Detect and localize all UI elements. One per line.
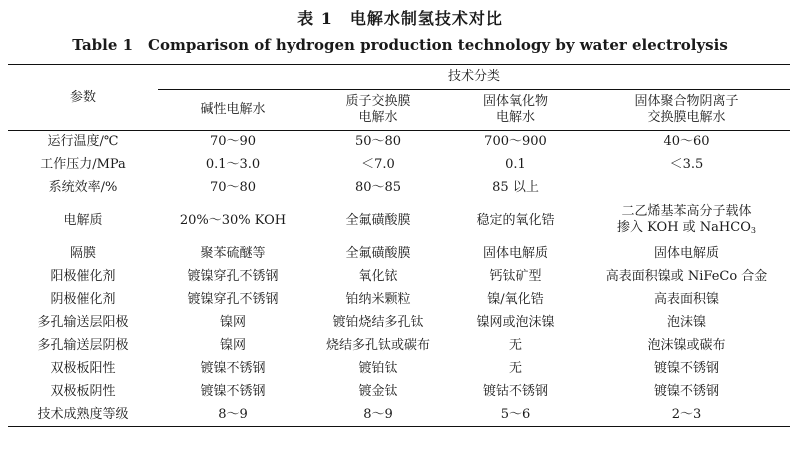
value-cell: 钙钛矿型	[489, 269, 542, 284]
param-cell: 多孔输送层阳极	[37, 315, 129, 330]
column-header-line: 固体氧化物	[482, 94, 548, 109]
param-header: 参数	[8, 65, 158, 131]
param-cell: 工作压力/MPa	[40, 157, 126, 172]
param-cell: 技术成熟度等级	[8, 404, 158, 427]
value-cell: 85 以上	[492, 180, 539, 195]
value-cell: 聚苯硫醚等	[200, 246, 266, 261]
value-cell: 全氟磺酸膜	[345, 213, 411, 228]
param-cell: 电解质	[63, 213, 103, 228]
value-cell: 8～9	[308, 404, 448, 427]
column-header-alkaline	[158, 90, 308, 131]
param-cell: 阴极催化剂	[50, 292, 116, 307]
electrolyte-subscript: 3	[750, 225, 756, 235]
value-cell: 5～6	[448, 404, 583, 427]
value-cell: 2～3	[583, 404, 790, 427]
electrolyte-line-1: 二乙烯基苯高分子载体	[621, 203, 752, 219]
table-row	[8, 177, 790, 200]
value-cell: 镍网	[219, 315, 246, 330]
value-cell: 镀镍不锈钢	[654, 361, 720, 376]
value-cell: 泡沫镍或碳布	[647, 338, 726, 353]
param-cell: 运行温度/℃	[47, 134, 119, 150]
value-cell: 镀铂烧结多孔钛	[332, 315, 424, 330]
value-cell: 氧化铱	[358, 269, 398, 284]
value-cell: 镀金钛	[358, 384, 398, 399]
column-header-line: 电解水	[495, 110, 535, 125]
param-cell: 阳极催化剂	[50, 269, 116, 284]
value-cell: 高表面积镍或 NiFeCo 合金	[605, 269, 768, 284]
column-header-line: 交换膜电解水	[647, 110, 726, 125]
param-cell: 多孔输送层阴极	[37, 338, 129, 353]
value-cell: 700～900	[484, 134, 547, 150]
electrolyte-line-2	[583, 220, 790, 239]
column-header-line: 质子交换膜	[345, 94, 411, 109]
comparison-table	[8, 64, 790, 427]
value-cell: ＜3.5	[669, 157, 704, 172]
table-row	[8, 335, 790, 358]
value-cell: 镀镍穿孔不锈钢	[187, 292, 279, 307]
value-cell: 8～9	[158, 404, 308, 427]
column-header-pem	[308, 90, 448, 131]
table-row	[8, 200, 790, 243]
value-cell: 固体电解质	[654, 246, 720, 261]
value-cell: 固体电解质	[482, 246, 548, 261]
table-row	[8, 243, 790, 266]
column-header-line: 电解水	[358, 110, 398, 125]
value-cell: 镀铂钛	[358, 361, 398, 376]
value-cell: 无	[508, 361, 522, 376]
table-row	[8, 266, 790, 289]
value-cell: 铂纳米颗粒	[345, 292, 411, 307]
value-cell: 80～85	[354, 180, 402, 195]
column-header-soec	[448, 90, 583, 131]
table-caption-cn: 表 1 电解水制氢技术对比	[297, 9, 503, 28]
param-cell: 隔膜	[69, 246, 96, 261]
table-row	[8, 381, 790, 404]
value-cell: 70～90	[209, 134, 257, 150]
value-cell: 稳定的氧化锆	[476, 213, 555, 228]
value-cell: 泡沫镍	[667, 315, 707, 330]
table-row	[8, 131, 790, 154]
table-row	[8, 312, 790, 335]
value-cell: 0.1	[505, 157, 526, 172]
value-cell-electrolyte-aem	[583, 200, 790, 243]
value-cell: 镀镍不锈钢	[654, 384, 720, 399]
param-cell: 双极板阳性	[50, 361, 116, 376]
group-header: 技术分类	[158, 65, 790, 90]
value-cell: 镍网或泡沫镍	[476, 315, 555, 330]
value-cell: 40～60	[663, 134, 710, 150]
value-cell: 镍/氧化锆	[487, 292, 544, 307]
value-cell: ＜7.0	[361, 157, 395, 172]
value-cell: 50～80	[354, 134, 402, 150]
table-row	[8, 289, 790, 312]
column-header-line: 碱性电解水	[200, 102, 266, 117]
value-cell: 镀镍不锈钢	[200, 361, 266, 376]
table-row	[8, 358, 790, 381]
column-header-line: 固体聚合物阴离子	[634, 94, 739, 109]
value-cell: 烧结多孔钛或碳布	[325, 338, 430, 353]
value-cell: 20%～30% KOH	[179, 213, 287, 228]
value-cell: 0.1～3.0	[205, 157, 261, 172]
column-header-aem	[583, 90, 790, 131]
electrolyte-formula: 掺入 KOH 或 NaHCO	[617, 219, 751, 235]
value-cell	[583, 177, 790, 200]
value-cell: 镍网	[219, 338, 246, 353]
value-cell: 无	[508, 338, 522, 353]
value-cell: 全氟磺酸膜	[345, 246, 411, 261]
value-cell: 镀钴不锈钢	[482, 384, 548, 399]
table-row	[8, 154, 790, 177]
param-cell: 系统效率/%	[48, 180, 118, 195]
value-cell: 高表面积镍	[654, 292, 720, 307]
table-caption-en: Table 1 Comparison of hydrogen production technology by water electrolysis	[72, 36, 728, 54]
value-cell: 镀镍穿孔不锈钢	[187, 269, 279, 284]
value-cell: 70～80	[209, 180, 257, 195]
table-row	[8, 404, 790, 427]
value-cell: 镀镍不锈钢	[200, 384, 266, 399]
param-cell: 双极板阴性	[50, 384, 116, 399]
